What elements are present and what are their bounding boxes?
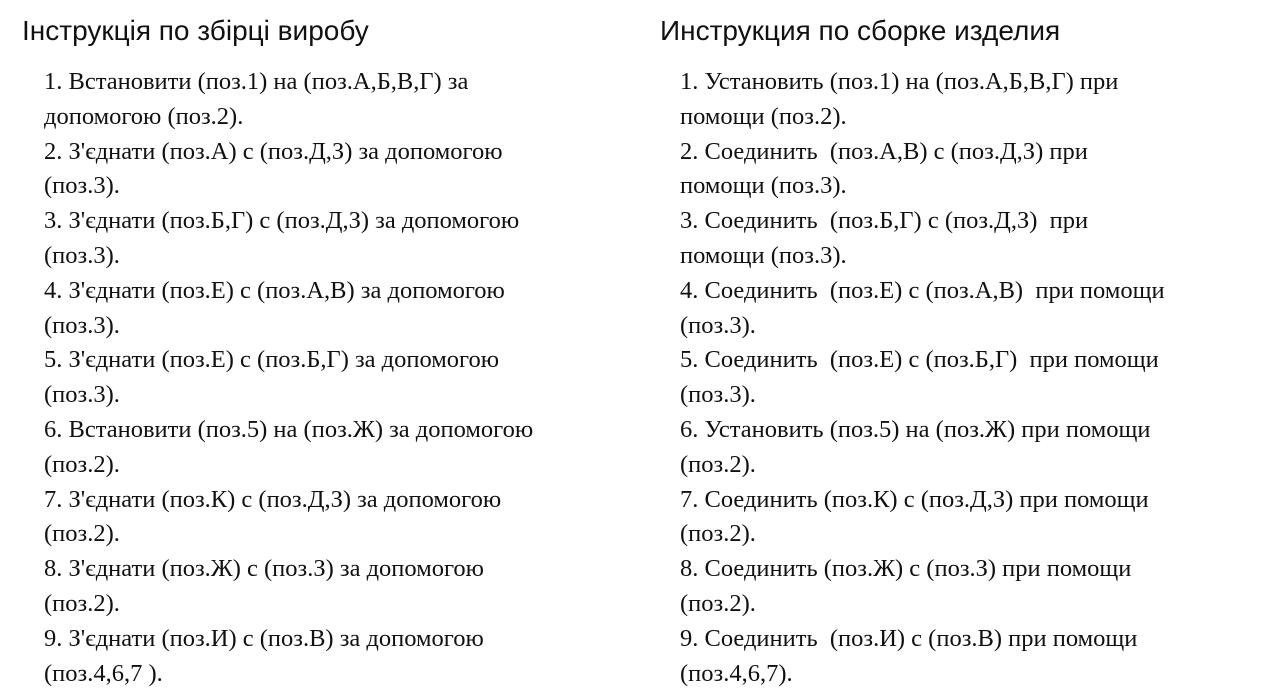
russian-step-3: 3. Соединить (поз.Б,Г) с (поз.Д,З) при помощи (поз.3). xyxy=(680,207,1089,269)
russian-step-5: 5. Соединить (поз.Е) с (поз.Б,Г) при помощи (поз.3). xyxy=(680,346,1159,409)
ukrainian-step-9: 9. З'єднати (поз.И) с (поз.В) за допомогою (поз.4,6,7 ). xyxy=(44,624,484,687)
russian-step-2: 2. Соединить (поз.А,В) с (поз.Д,З) при помощи (поз.3). xyxy=(680,137,1088,200)
ukrainian-step-7: 7. З'єднати (поз.К) с (поз.Д,З) за допомогою (поз.2). xyxy=(44,485,502,548)
russian-step-9: 9. Соединить (поз.И) с (поз.В) при помощи (поз.4,6,7). xyxy=(680,624,1138,687)
ukrainian-step-1: 1. Встановити (поз.1) на (поз.А,Б,В,Г) за допомогою (поз.2). xyxy=(44,68,469,130)
ukrainian-step-8: 8. З'єднати (поз.Ж) с (поз.З) за допомогою (поз.2). xyxy=(44,555,484,617)
ukrainian-title: Інструкція по збірці виробу xyxy=(22,15,369,46)
russian-steps-list xyxy=(680,65,1265,691)
russian-step-6: 6. Установить (поз.5) на (поз.Ж) при помощи (поз.2). xyxy=(680,415,1151,478)
russian-step-8: 8. Соединить (поз.Ж) с (поз.З) при помощи (поз.2). xyxy=(680,555,1132,617)
russian-step-4: 4. Соединить (поз.Е) с (поз.А,В) при помощи (поз.3). xyxy=(680,276,1165,339)
ukrainian-step-2: 2. З'єднати (поз.А) с (поз.Д,З) за допомогою (поз.3). xyxy=(44,137,503,200)
ukrainian-step-6: 6. Встановити (поз.5) на (поз.Ж) за допомогою (поз.2). xyxy=(44,415,534,478)
ukrainian-step-3: 3. З'єднати (поз.Б,Г) с (поз.Д,З) за допомогою (поз.3). xyxy=(44,207,520,269)
ukrainian-step-4: 4. З'єднати (поз.Е) с (поз.А,В) за допомогою (поз.3). xyxy=(44,276,505,339)
russian-step-7: 7. Соединить (поз.К) с (поз.Д,З) при помощи (поз.2). xyxy=(680,485,1149,548)
russian-step-1: 1. Установить (поз.1) на (поз.А,Б,В,Г) при помощи (поз.2). xyxy=(680,68,1119,130)
russian-title: Инструкция по сборке изделия xyxy=(660,15,1061,46)
ukrainian-step-5: 5. З'єднати (поз.Е) с (поз.Б,Г) за допомогою (поз.3). xyxy=(44,346,500,409)
ukrainian-steps-list xyxy=(44,65,634,691)
